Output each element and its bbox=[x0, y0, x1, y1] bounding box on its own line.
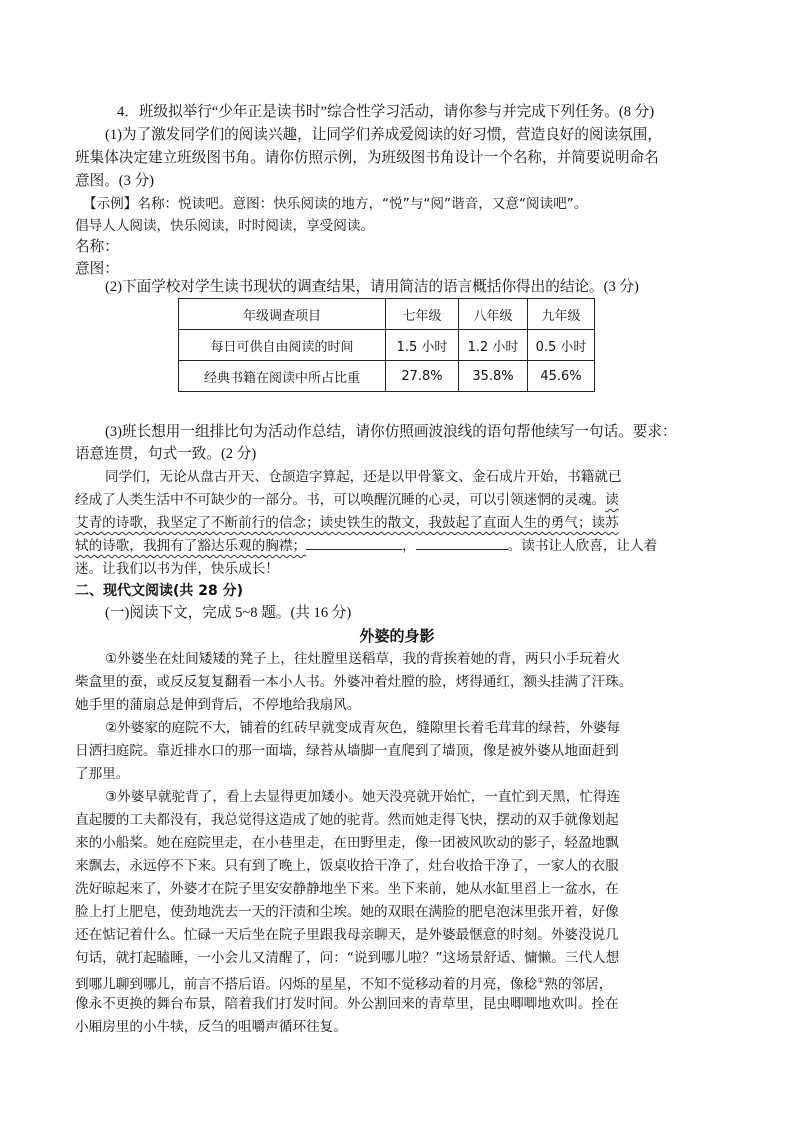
table-cell: 0.5 小时 bbox=[528, 330, 595, 361]
name-label: 名称： bbox=[75, 239, 119, 255]
article-para2-line2: 日洒扫庭院。靠近排水口的那一面墙，绿苔从墙脚一直爬到了墙顶，像是被外婆从地面赶到 bbox=[75, 743, 619, 759]
table-cell: 经典书籍在阅读中所占比重 bbox=[179, 361, 386, 392]
summary-para-line5: 迷。让我们以书为伴，快乐成长！ bbox=[75, 561, 279, 577]
article-para3-line9 bbox=[75, 970, 612, 996]
q4-example-line1: 【示例】名称：悦读吧。意图：快乐阅读的地方，“悦”与“阅”谐音，又意“阅读吧”。 bbox=[83, 196, 588, 212]
article-para3-line6: 脸上打上肥皂，使劲地洗去一天的汗渍和尘埃。她的双眼在满脸的肥皂泡沫里张开着，好像 bbox=[75, 904, 619, 920]
table-cell: 45.6% bbox=[528, 361, 595, 392]
q4-example-line2: 倡导人人阅读，快乐阅读，时时阅读，享受阅读。 bbox=[75, 218, 375, 234]
table-cell: 27.8% bbox=[386, 361, 459, 392]
table-header-cell: 八年级 bbox=[459, 299, 528, 330]
article-para3-line11: 小厢房里的小牛犊，反刍的咀嚼声循环往复。 bbox=[75, 1019, 347, 1035]
article-para3-line5: 洗好晾起来了，外婆才在院子里安安静静地坐下来。坐下来前，她从水缸里舀上一盆水，在 bbox=[75, 881, 619, 897]
article-para3-line3: 来的小船桨。她在庭院里走，在小巷里走，在田野里走，像一团被风吹动的影子，轻盈地飘 bbox=[75, 835, 619, 851]
q4-part3-line1: (3)班长想用一组排比句为活动作总结，请你仿照画波浪线的语句帮他续写一句话。要求： bbox=[105, 424, 677, 440]
table-cell: 1.5 小时 bbox=[386, 330, 459, 361]
table-cell: 35.8% bbox=[459, 361, 528, 392]
q4-part3-line2: 语意连贯，句式一致。(2 分) bbox=[75, 446, 257, 462]
wavy-underlined-text: 艾青的诗歌，我坚定了不断前行的信念；读史铁生的散文，我鼓起了直面人生的勇气；读苏 bbox=[75, 515, 619, 531]
article-para3-line1: ③外婆早就驼背了，看上去显得更加矮小。她天没亮就开始忙，一直忙到天黑，忙得连 bbox=[105, 789, 621, 805]
q4-stem: 4．班级拟举行“少年正是读书时”综合性学习活动，请你参与并完成下列任务。(8 分) bbox=[117, 104, 655, 120]
section-heading: 二、现代文阅读(共 28 分) bbox=[75, 583, 244, 599]
intent-label: 意图： bbox=[75, 261, 119, 277]
footnote-marker: ① bbox=[537, 976, 545, 985]
answer-blank-1[interactable] bbox=[306, 535, 402, 550]
q4-part1-line3: 意图。(3 分) bbox=[75, 173, 155, 189]
article-text: 到哪儿聊到哪儿，前言不搭后语。闪烁的星星，不知不觉移动着的月亮，像稔 bbox=[75, 976, 538, 993]
article-para3-line4: 来飘去，永远停不下来。只有到了晚上，饭桌收拾干净了，灶台收拾干净了，一家人的衣服 bbox=[75, 858, 619, 874]
article-text: 熟的邻居， bbox=[544, 976, 613, 993]
article-para3-line8: 句话，就打起瞌睡，一小会儿又清醒了，问：“说到哪儿啦？”这场景舒适、慵懒。三代人想 bbox=[75, 950, 620, 966]
q4-part1-line1: (1)为了激发同学们的阅读兴趣，让同学们养成爱阅读的好习惯，营造良好的阅读氛围， bbox=[105, 127, 662, 143]
article-para1-line1: ①外婆坐在灶间矮矮的凳子上，往灶膛里送稻草，我的背挨着她的背，两只小手玩着火 bbox=[105, 651, 621, 667]
wavy-underlined-text: 轼的诗歌，我拥有了豁达乐观的胸襟； bbox=[75, 538, 307, 554]
table-cell: 1.2 小时 bbox=[459, 330, 528, 361]
table-header-cell: 九年级 bbox=[528, 299, 595, 330]
table-row bbox=[179, 330, 595, 361]
summary-text: 经成了人类生活中不可缺少的一部分。书，可以唤醒沉睡的心灵，可以引领迷惘的灵魂。 bbox=[75, 492, 606, 508]
survey-table bbox=[178, 298, 595, 392]
q4-part2: (2)下面学校对学生读书现状的调查结果，请用简洁的语言概括你得出的结论。(3 分) bbox=[105, 279, 639, 295]
table-row bbox=[179, 361, 595, 392]
article-para2-line1: ②外婆家的庭院不大，铺着的红砖早就变成青灰色，缝隙里长着毛茸茸的绿苔，外婆每 bbox=[105, 720, 621, 736]
answer-blank-2[interactable] bbox=[416, 535, 508, 550]
table-header-cell: 七年级 bbox=[386, 299, 459, 330]
q4-part1-line2: 班集体决定建立班级图书角。请你仿照示例，为班级图书角设计一个名称，并简要说明命名 bbox=[75, 150, 659, 166]
article-para2-line3: 了那里。 bbox=[75, 766, 130, 782]
summary-para-line3 bbox=[75, 512, 619, 534]
article-para1-line3: 她手里的蒲扇总是伸到背后，不停地给我扇风。 bbox=[75, 697, 361, 713]
article-para3-line7: 还在惦记着什么。忙碌一天后坐在院子里跟我母亲聊天，是外婆最惬意的时刻。外婆没说几 bbox=[75, 927, 619, 943]
summary-para-line1: 同学们，无论从盘古开天、仓颉造字算起，还是以甲骨篆文、金石成片开始，书籍就已 bbox=[105, 469, 622, 485]
wavy-underlined-text: 读 bbox=[605, 492, 619, 508]
summary-para-line4 bbox=[75, 535, 657, 557]
blank-separator: ， bbox=[402, 538, 416, 554]
table-header-row bbox=[179, 299, 595, 330]
table-cell: 每日可供自由阅读的时间 bbox=[179, 330, 386, 361]
table-header-cell: 年级调查项目 bbox=[179, 299, 386, 330]
article-title: 外婆的身影 bbox=[359, 627, 435, 645]
section-subheading: (一)阅读下文，完成 5~8 题。(共 16 分) bbox=[105, 605, 352, 621]
article-para3-line10: 像永不更换的舞台布景，陪着我们打发时间。外公割回来的青草里，昆虫唧唧地欢叫。拴在 bbox=[75, 996, 619, 1012]
article-para1-line2: 柴盒里的蚕，或反反复复翻看一本小人书。外婆冲着灶膛的脸，烤得通红，额头挂满了汗珠。 bbox=[75, 674, 633, 690]
article-para3-line2: 直起腰的工夫都没有，我总觉得这造成了她的驼背。然而她走得飞快，摆动的双手就像划起 bbox=[75, 812, 619, 828]
summary-text: 。读书让人欣喜，让人着 bbox=[507, 538, 658, 554]
summary-para-line2 bbox=[75, 489, 619, 511]
